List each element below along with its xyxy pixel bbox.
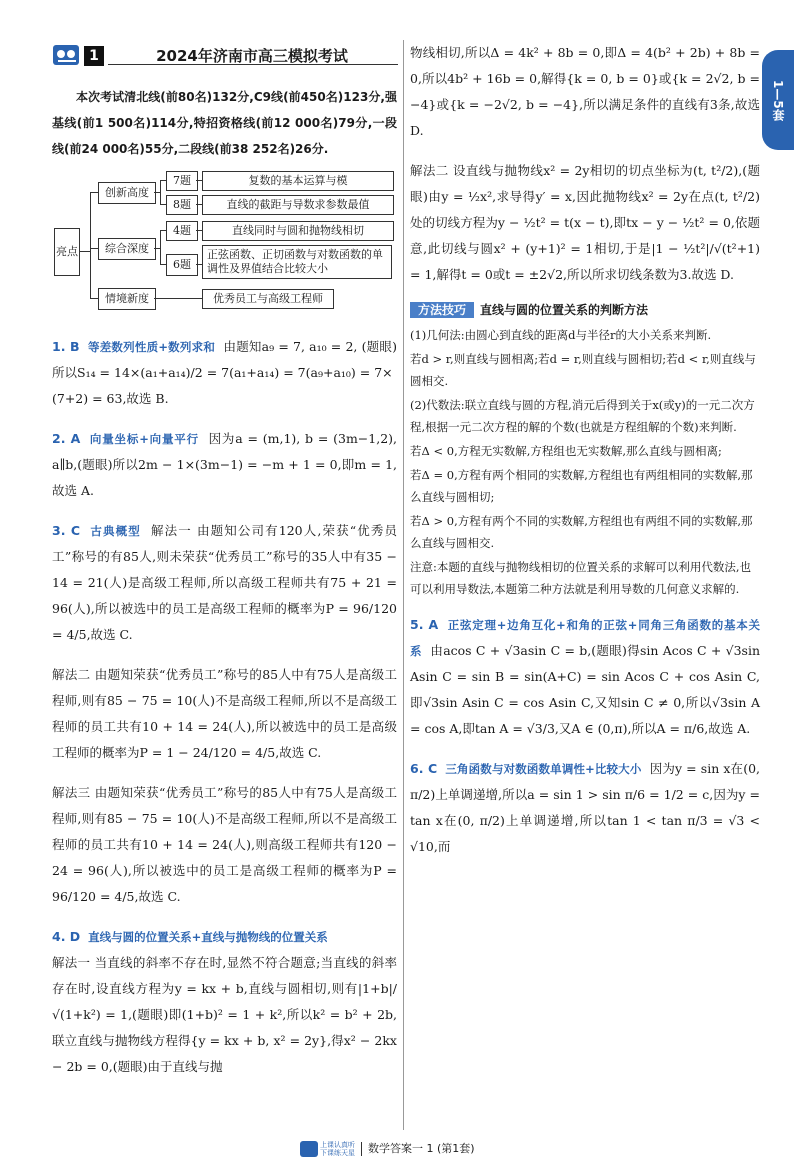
- scenario-point: 优秀员工与高级工程师: [202, 289, 334, 309]
- exam-title: 2024年济南市高三模拟考试: [156, 47, 348, 65]
- answer-5: 5. A 正弦定理+边角互化+和角的正弦+同角三角函数的基本关系 由acos C + √3asin C = b,(题眼)得sin Acos C + √3sin Asin C = sin B = sin(A+C) = sin Acos C + cos Asin C,即√3sin Asin C = cos Asin C,又知sin C ≠ 0,所以√3sin A = cos A,即tan A = √3/3,又A ∈ (0,π),所以A = π/6,故选 A.: [410, 617, 760, 736]
- footer-label: 数学答案一 1 (第1套): [368, 1142, 475, 1155]
- tianxing-logo-icon: [52, 42, 82, 68]
- answer-3-method-3: 解法三 由题知荣获“优秀员工”称号的85人中有75人是高级工程师,则有85 − 75 = 10(人)不是高级工程师,所以不是高级工程师的员工共有10 + 14 = 24(人),则高级工程师共有120 − 24 = 96(人),所以被选中的员工是高级工程师的概率为P = 96/120 = 4/5,故选 C.: [52, 785, 397, 904]
- answer-3-method-2: 解法二 由题知荣获“优秀员工”称号的85人中有75人是高级工程师,则有85 − 75 = 10(人)不是高级工程师,所以不是高级工程师的员工共有10 + 14 = 24(人),所以被选中的员工是高级工程师的概率为P = 1 − 24/120 = 4/5,故选 C.: [52, 667, 397, 760]
- answer-3: 3. C 古典概型 解法一 由题知公司有120人,荣获“优秀员工”称号的有85人,则未荣获“优秀员工”称号的35人中有35 − 14 = 21(人)是高级工程师,所以高级工程师共有75 + 21 = 96(人),所以被选中的员工是高级工程师的概率为P = 96/120 = 4/5,故选 C.: [52, 523, 397, 642]
- set-number: 1: [84, 46, 104, 66]
- highlights-mindmap: [52, 170, 397, 310]
- q6-box: 6题: [166, 254, 198, 276]
- method-tips: (1)几何法:由圆心到直线的距离d与半径r的大小关系来判断. 若d > r,则直线与圆相离;若d = r,则直线与圆相切;若d < r,则直线与圆相交. (2)代数法:联立直线与圆的方程,消元后得到关于x(或y)的一元二次方程,根据一元二次方程的解的个数(也就是方程组解的个数)来判断. 若Δ < 0,方程无实数解,方程组也无实数解,那么直线与圆相离; 若Δ = 0,方程有两个相同的实数解,方程组也有两组相同的实数解,那么直线与圆相切; 若Δ > 0,方程有两个不同的实数解,方程组也有两组不同的实数解,那么直线与圆相交. 注意:本题的直线与抛物线相切的位置关系的求解可以利用代数法,也可以利用导数法,本题第二种方法就是利用导数的几何意义求解的.: [410, 328, 756, 596]
- page-footer: 上课认真听 下课练天星 数学答案一 1 (第1套): [300, 1140, 600, 1162]
- branch-comprehensive-depth: 综合深度: [98, 238, 156, 260]
- answer-1: 1. B 等差数列性质+数列求和 由题知a₉ = 7, a₁₀ = 2, (题眼)所以S₁₄ = 14×(a₁+a₁₄)/2 = 7(a₁+a₁₄) = 7(a₉+a₁₀) = 7× (7+2) = 63,故选 B.: [52, 339, 398, 406]
- q8-point: 直线的截距与导数求参数最值: [202, 195, 394, 215]
- answer-4-continued: 物线相切,所以Δ = 4k² + 8b = 0,即Δ = 4(b² + 2b) + 8b = 0,所以4b² + 16b = 0,解得{k = 0, b = 0}或{k = 2√2, b = −4}或{k = −2√2, b = −4},所以满足条件的直线有3条,故选 D.: [410, 45, 760, 138]
- answer-4-method-2: 解法二 设直线与抛物线x² = 2y相切的切点坐标为(t, t²/2),(题眼)由y = ½x²,求导得y′ = x,因此抛物线x² = 2y在点(t, t²/2)处的切线方程为y − ½t² = t(x − t),即tx − y − ½t² = 0,依题意,此切线与圆x² + (y+1)² = 1相切,于是|1 − ½t²|/√(t²+1) = 1,解得t = 0或t = ±2√2,所以所求切线条数为3.故选 D.: [410, 163, 760, 282]
- q7-box: 7题: [166, 171, 198, 191]
- q4-point: 直线同时与圆和抛物线相切: [202, 221, 394, 241]
- branch-context-novelty: 情境新度: [98, 288, 156, 310]
- method-tag: 方法技巧: [410, 302, 474, 318]
- mindmap-root: 亮点: [54, 228, 80, 276]
- q7-point: 复数的基本运算与模: [202, 171, 394, 191]
- q8-box: 8题: [166, 195, 198, 215]
- set-range-tab: 1—5套: [762, 50, 794, 150]
- exam-header: [52, 42, 397, 70]
- footer-logo-icon: [300, 1141, 318, 1157]
- answer-4: 4. D 直线与圆的位置关系+直线与抛物线的位置关系 解法一 当直线的斜率不存在时,显然不符合题意;当直线的斜率存在时,设直线方程为y = kx + b,直线与圆相切,则有|1+b|/√(1+k²) = 1,(题眼)即(1+b)² = 1 + k²,所以k² = b² + 2b,联立直线与抛物线方程得{y = kx + b, x² = 2y},得x² − 2kx − 2b = 0,(题眼)由于直线与抛: [52, 929, 397, 1074]
- method-tips-heading: 方法技巧 直线与圆的位置关系的判断方法: [410, 302, 760, 318]
- branch-innovation-height: 创新高度: [98, 182, 156, 204]
- score-lines-intro: 本次考试清北线(前80名)132分,C9线(前450名)123分,强基线(前1 500名)114分,特招资格线(前12 000名)79分,一段线(前24 000名)55分,二段线(前38 252名)26分.: [52, 90, 397, 156]
- q6-point: 正弦函数、正切函数与对数函数的单调性及界值结合比较大小: [202, 245, 392, 279]
- answer-6: 6. C 三角函数与对数函数单调性+比较大小 因为y = sin x在(0, π/2)上单调递增,所以a = sin 1 > sin π/6 = 1/2 = c,因为y = tan x在(0, π/2)上单调递增,所以tan 1 < tan π/3 = √3 < √10,而: [410, 761, 761, 854]
- answer-2: 2. A 向量坐标+向量平行 因为a = (m,1), b = (3m−1,2), a∥b,(题眼)所以2m − 1×(3m−1) = −m + 1 = 0,即m = 1,故选 A.: [52, 431, 398, 498]
- column-divider: [403, 40, 404, 1130]
- q4-box: 4题: [166, 221, 198, 241]
